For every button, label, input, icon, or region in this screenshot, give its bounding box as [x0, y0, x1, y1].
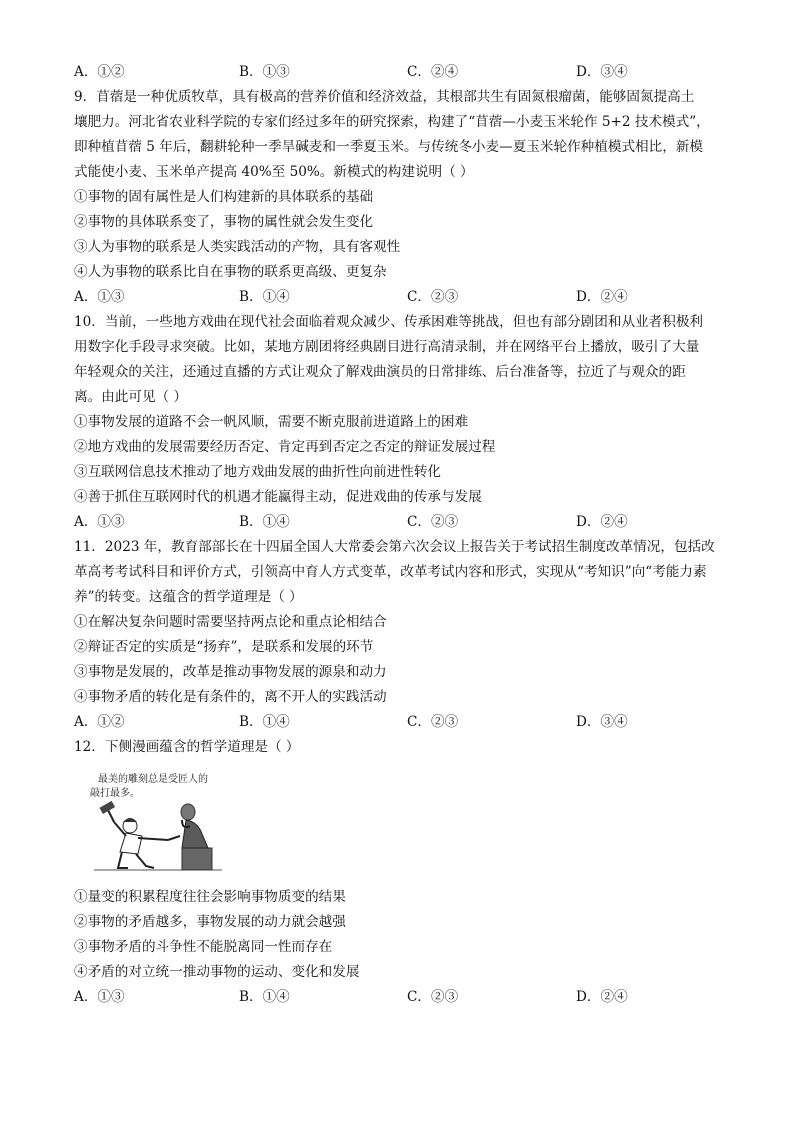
- q10-statement: ②地方戏曲的发展需要经历否定、肯定再到否定之否定的辩证发展过程: [74, 439, 496, 455]
- cartoon-image: [90, 770, 230, 876]
- cartoon-caption-line: 最美的雕刻总是受匠人的: [98, 774, 208, 785]
- option-d: D．③④: [576, 714, 628, 730]
- q11-statement: ③事物是发展的，改革是推动事物发展的源泉和动力: [74, 664, 387, 680]
- q11-statement: ②辩证否定的实质是“扬弃”，是联系和发展的环节: [74, 639, 374, 655]
- q10-statement: ③互联网信息技术推动了地方戏曲发展的曲折性向前进性转化: [74, 464, 442, 480]
- option-b: B．①④: [239, 714, 290, 730]
- q12-statement: ④矛盾的对立统一推动事物的运动、变化和发展: [74, 964, 360, 980]
- cartoon-caption-line: 敲打最多。: [90, 788, 140, 799]
- q9-options: [74, 288, 714, 306]
- q10-statement: ①事物发展的道路不会一帆风顺，需要不断克服前进道路上的困难: [74, 414, 469, 430]
- q10-stem-line: 年轻观众的关注，还通过直播的方式让观众了解戏曲演员的日常排练、后台准备等，拉近了与观众的距: [74, 364, 686, 380]
- q12-statement: ③事物矛盾的斗争性不能脱离同一性而存在: [74, 939, 333, 955]
- q10-statement: ④善于抓住互联网时代的机遇才能赢得主动，促进戏曲的传承与发展: [74, 489, 482, 505]
- option-c: C．②④: [407, 64, 459, 80]
- q10-options: [74, 513, 714, 531]
- option-a: A．①③: [74, 289, 125, 305]
- option-d: D．②④: [576, 289, 628, 305]
- option-a: A．①②: [74, 64, 125, 80]
- q12-statement: ②事物的矛盾越多，事物发展的动力就会越强: [74, 914, 346, 930]
- q9-statement: ②事物的具体联系变了，事物的属性就会发生变化: [74, 214, 374, 230]
- q10-stem-line: 10．当前，一些地方戏曲在现代社会面临着观众减少、传承困难等挑战，但也有部分剧团和从业者积极利: [74, 314, 704, 330]
- q11-stem-line: 11．2023 年，教育部部长在十四届全国人大常委会第六次会议上报告关于考试招生制度改革情况，包括改: [74, 539, 715, 555]
- q9-stem-line: 壤肥力。河北省农业科学院的专家们经过多年的研究探索，构建了“苜蓿—小麦玉米轮作 5+2 技术模式”，: [74, 114, 710, 130]
- option-c: C．②③: [407, 289, 459, 305]
- option-b: B．①④: [239, 514, 290, 530]
- option-a: A．①②: [74, 714, 125, 730]
- option-c: C．②③: [407, 514, 459, 530]
- option-a: A．①③: [74, 989, 125, 1005]
- option-b: B．①③: [239, 64, 290, 80]
- q11-statement: ④事物矛盾的转化是有条件的，离不开人的实践活动: [74, 689, 387, 705]
- option-c: C．②③: [407, 714, 459, 730]
- option-c: C．②③: [407, 989, 459, 1005]
- q9-stem-line: 即种植苜蓿 5 年后，翻耕轮种一季旱碱麦和一季夏玉米。与传统冬小麦—夏玉米轮作种植模式相比，新模: [74, 139, 704, 155]
- q11-statement: ①在解决复杂问题时需要坚持两点论和重点论相结合: [74, 614, 387, 630]
- q11-stem-line: 革高考考试科目和评价方式，引领高中育人方式变革，改革考试内容和形式，实现从“考知识”向“考能力素: [74, 564, 707, 580]
- q12-statement: ①量变的积累程度往往会影响事物质变的结果: [74, 889, 346, 905]
- q10-stem-line: 用数字化手段寻求突破。比如，某地方剧团将经典剧目进行高清录制，并在网络平台上播放，吸引了大量: [74, 339, 700, 355]
- q9-statement: ①事物的固有属性是人们构建新的具体联系的基础: [74, 189, 374, 205]
- q9-stem-line: 9．苜蓿是一种优质牧草，具有极高的营养价值和经济效益，其根部共生有固氮根瘤菌，能够固氮提高土: [74, 89, 695, 105]
- q11-stem-line: 养”的转变。这蕴含的哲学道理是（ ）: [74, 589, 303, 605]
- q10-stem-line: 离。由此可见（ ）: [74, 389, 188, 405]
- q12-stem-line: 12．下侧漫画蕴含的哲学道理是（ ）: [74, 739, 300, 755]
- option-b: B．①④: [239, 989, 290, 1005]
- option-d: D．②④: [576, 514, 628, 530]
- q9-statement: ③人为事物的联系是人类实践活动的产物，具有客观性: [74, 239, 401, 255]
- option-d: D．②④: [576, 989, 628, 1005]
- q9-stem-line: 式能使小麦、玉米单产提高 40%至 50%。新模式的构建说明（ ）: [74, 164, 474, 180]
- option-a: A．①③: [74, 514, 125, 530]
- q11-options: [74, 713, 714, 731]
- q9-statement: ④人为事物的联系比自在事物的联系更高级、更复杂: [74, 264, 387, 280]
- q8-options: [74, 63, 714, 81]
- option-b: B．①④: [239, 289, 290, 305]
- option-d: D．③④: [576, 64, 628, 80]
- q12-options: [74, 988, 714, 1006]
- cartoon-drawing: [90, 770, 230, 876]
